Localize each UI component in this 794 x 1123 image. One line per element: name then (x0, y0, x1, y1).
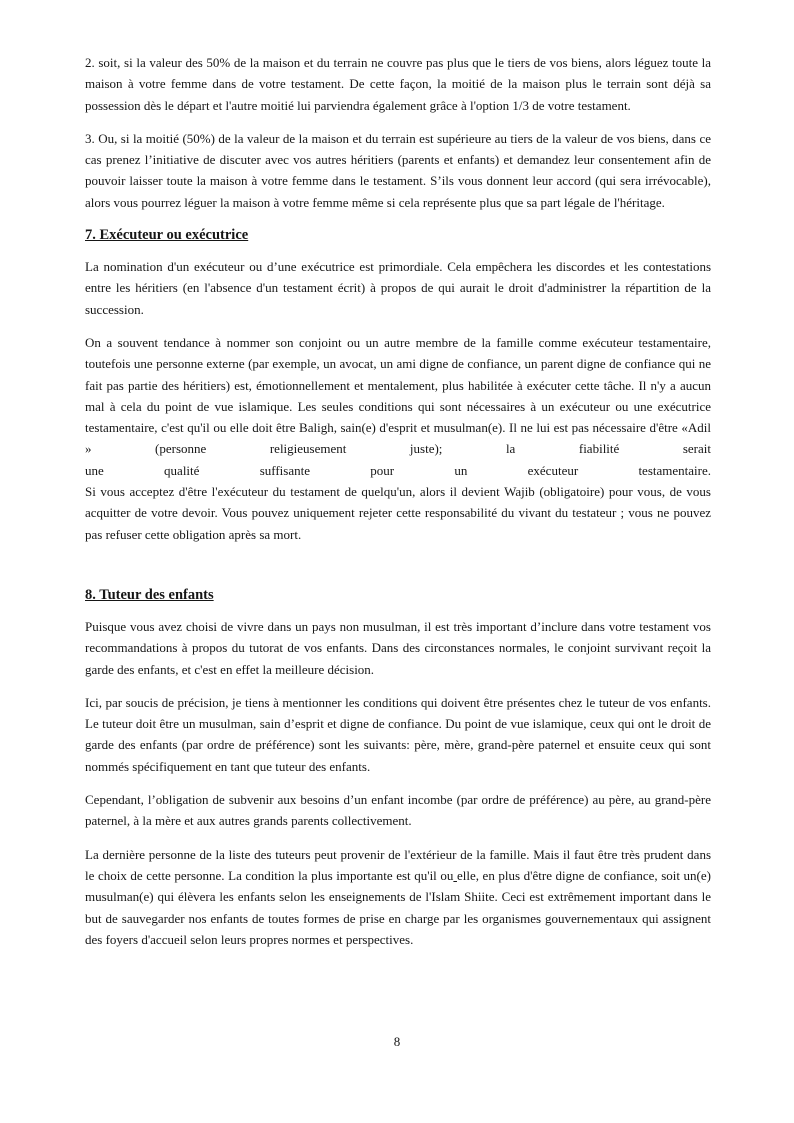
section-heading-7: 7. Exécuteur ou exécutrice (85, 227, 249, 244)
body-paragraph-tuteur-conditions: Ici, par soucis de précision, je tiens à mentionner les conditions qui doivent être présentes chez le tuteur de vos enfants. Le tuteur doit être un musulman, sain d’esprit et digne de confiance. Du point de vue islamique, ceux qui ont le droit de garde des enfants (par ordre de préférence) sont les suivants: père, mère, grand-père paternel et ensuite ceux qui sont nommés spécifiquement en tant que tuteur des enfants. (85, 694, 711, 774)
paragraph-text: elle, en plus d'être digne de confiance, soit un(e) musulman(e) qui élèvera les enfants selon les enseignements de l'Islam Shiite. Ceci est extrêmement important dans le but de sauvegarder nos enfants de toutes formes de prise en charge par les organismes gouvernementaux qui assignent des foyers d'accueil selon leurs propres normes et perspectives. (85, 867, 711, 947)
paragraph-text: Si vous acceptez d'être l'exécuteur du testament de quelqu'un, alors il devient Wajib (obligatoire) pour vous, de vous acquitter de votre devoir. Vous pouvez uniquement rejeter cette responsabilité du vivant du testateur ; vous ne pouvez pas refuser cette obligation après sa mort. (85, 484, 711, 542)
body-paragraph-tutorat: Puisque vous avez choisi de vivre dans un pays non musulman, il est très important d’inclure dans votre testament vos recommandations à propos du tutorat de vos enfants. Dans des circonstances normales, le conjoint survivant reçoit la garde des enfants, et c'est en effet la meilleure décision. (85, 618, 711, 677)
body-paragraph-option-3: 3. Ou, si la moitié (50%) de la valeur de la maison et du terrain est supérieure au tiers de la valeur de vos biens, dans ce cas prenez l’initiative de discuter avec vos autres héritiers (parents et enfants) et demandez leur consentement afin de pouvoir laisser toute la maison à votre femme dans le testament. S’ils vous donnent leur accord (qui sera irrévocable), alors vous pourrez léguer la maison à votre femme même si cela représente plus que sa part légale de l'héritage. (85, 130, 711, 210)
paragraph-text: On a souvent tendance à nommer son conjoint ou un autre membre de la famille comme exécuteur testamentaire, toutefois une personne externe (par exemple, un avocat, un ami digne de confiance, un parent digne de confiance qui ne fait pas partie des héritiers) est, émotionnellement et mentalement, plus habilitée à exécuter cette tâche. Il n'y a aucun mal à cela du point de vue islamique. Les seules conditions qui sont nécessaires à un exécuteur ou une exécutrice testamentaire, c'est qu'il ou elle doit être Baligh, sain(e) d'esprit et musulman(e). Il ne lui est pas nécessaire d'être «Adil » (personne religieusement juste); la fiabilité serait (85, 334, 711, 457)
body-paragraph-option-2: 2. soit, si la valeur des 50% de la maison et du terrain ne couvre pas plus que le tiers de vos biens, alors léguez toute la maison à votre femme dans de votre testament. De cette façon, la moitié de la maison plus le terrain sont déjà sa possession dès le départ et l'autre moitié lui parviendra également grâce à l'option 1/3 de votre testament. (85, 55, 711, 113)
body-paragraph-choix-tuteur (85, 844, 711, 950)
body-paragraph-executor-conditions (85, 332, 711, 545)
stretched-justified-line: une qualité suffisante pour un exécuteur testamentaire. (85, 462, 711, 478)
paragraph-text: La dernière personne de la liste des tuteurs peut provenir de l'extérieur de la famille. Mais il faut être très prudent dans le choix de cette personne. La condition la plus importante est qu'il ou (85, 846, 711, 883)
page-number: 8 (393, 1034, 401, 1049)
page-content (85, 52, 711, 962)
section-heading-8: 8. Tuteur des enfants (85, 586, 214, 603)
body-paragraph-obligation: Cependant, l’obligation de subvenir aux besoins d’un enfant incombe (par ordre de préférence) au père, au grand-père paternel, à la mère et aux autres grands parents collectivement. (85, 792, 711, 829)
body-paragraph-nomination: La nomination d'un exécuteur ou d’une exécutrice est primordiale. Cela empêchera les discordes et les contestations entre les héritiers (en l'absence d'un testament écrit) à propos de qui aurait le droit d'administrer la répartition de la succession. (85, 259, 711, 317)
